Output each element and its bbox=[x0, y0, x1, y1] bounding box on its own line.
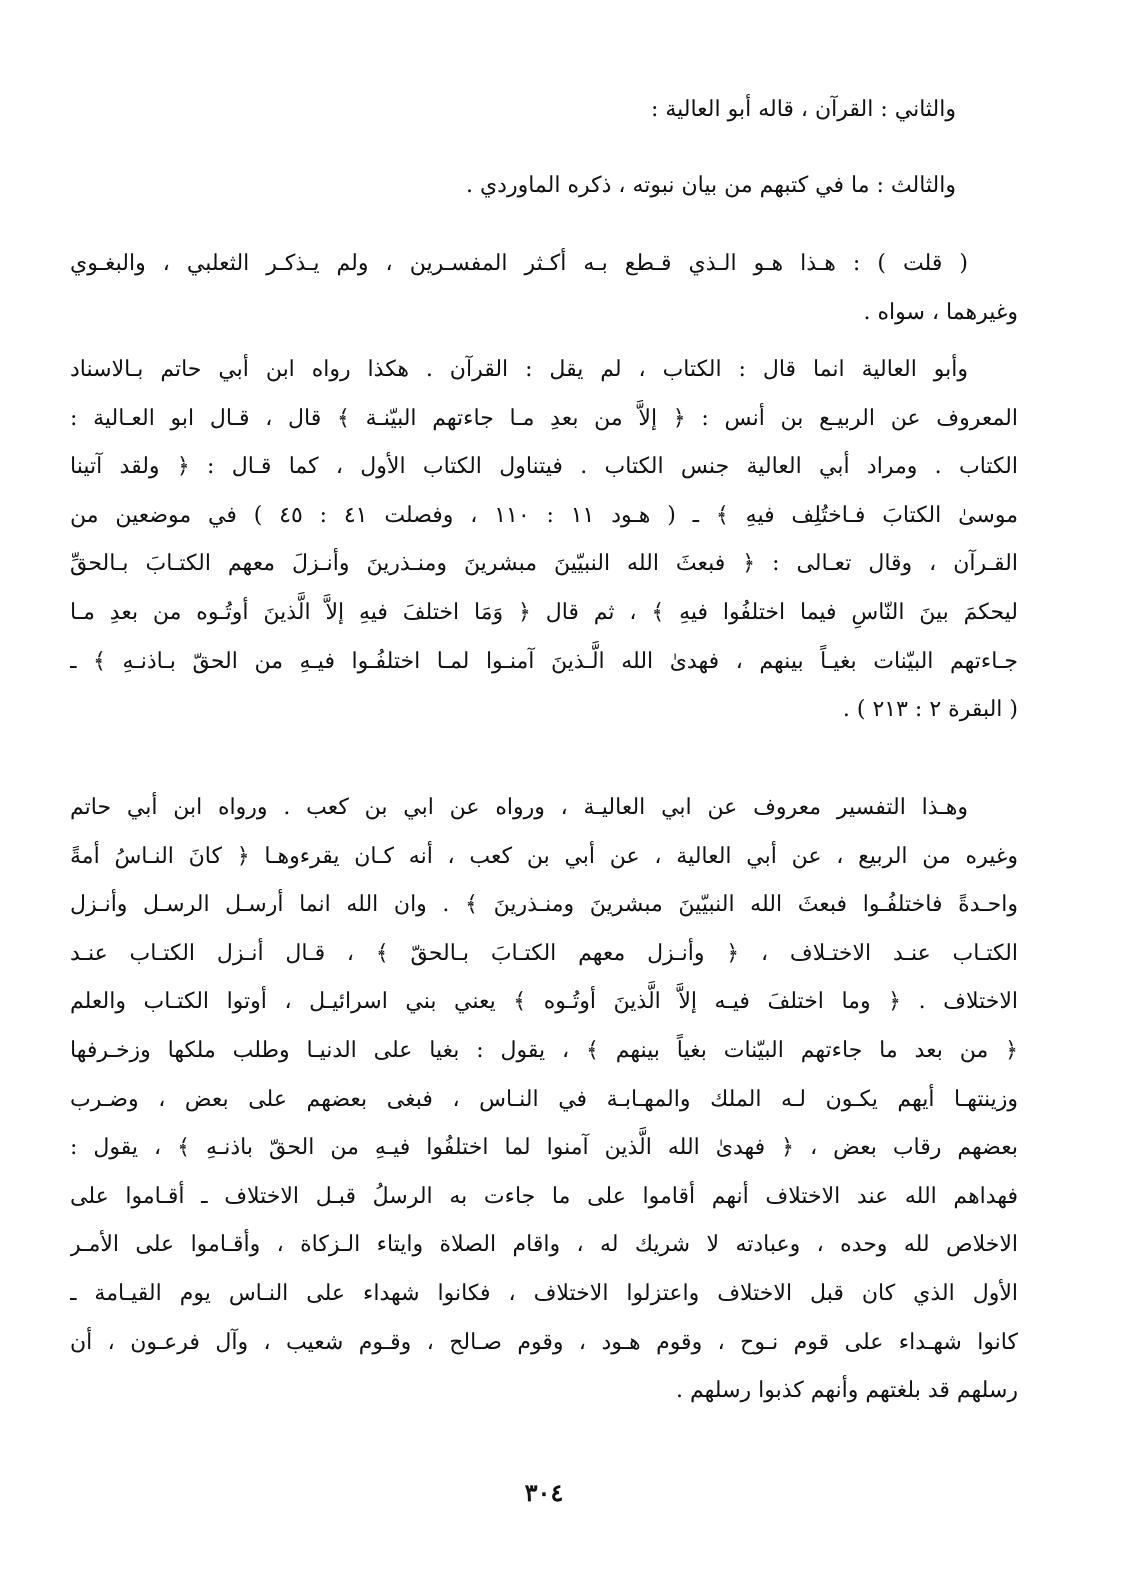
text-line: ليحكمَ بينَ النّاسِ فيما اختلفُوا فيهِ ﴾ ، ثم قال ﴿ وَمَا اختلفَ فيهِ إلاَّ الَّذينَ أوتُـوه من بعدِ مـا bbox=[70, 599, 1018, 625]
text-line: الكتـاب عنـد الاختـلاف ، ﴿ وأنـزل معهم الكتـابَ بـالحقّ ﴾ ، قـال أنـزل الكتـاب عنـد bbox=[70, 940, 1018, 966]
text-line: بعضهم رقاب بعض ، ﴿ فهدىٰ الله الَّذين آمنوا لما اختلفُوا فيـهِ من الحقّ باذنـهِ ﴾ ، يقول : bbox=[70, 1135, 1018, 1161]
text-line: وغيرهما ، سواه . bbox=[863, 299, 1018, 325]
text-line: الاختلاف . ﴿ وما اختلفَ فيـه إلاَّ الَّذينَ أوتُـوه ﴾ يعني بني اسرائيـل ، أوتوا الكتـاب والعلم bbox=[70, 989, 1018, 1015]
page-number: ٣٠٤ bbox=[524, 1478, 564, 1507]
text-line: وأبو العالية انما قال : الكتاب ، لم يقل : القرآن . هكذا رواه ابن أبي حاتم بـالاسناد bbox=[70, 357, 969, 382]
paragraph-third-opinion bbox=[70, 162, 956, 211]
text-line: ( قلت ) : هـذا هـو الـذي قـطع بـه أكـثر المفسـرين ، ولم يـذكـر الثعلبي ، والبغـوي bbox=[70, 251, 968, 276]
text-line: والثاني : القرآن ، قاله أبو العالية : bbox=[650, 97, 956, 122]
text-line: رسلهم قد بلغتهم وأنهم كذبوا رسلهم . bbox=[676, 1378, 1018, 1404]
text-line: وزينتهـا أيهم يكـون لـه الملك والمهـابـة في النـاس ، فبغى بعضهم على بعض ، وضـرب bbox=[70, 1086, 1018, 1112]
text-line: الأول الذي كان قبل الاختلاف واعتزلوا الاختلاف ، فكانوا شهداء على النـاس يوم القيـامة ـ bbox=[70, 1280, 1018, 1306]
paragraph-author-note bbox=[70, 240, 1018, 337]
text-line: والثالث : ما في كتبهم من بيان نبوته ، ذكره الماوردي . bbox=[465, 173, 956, 198]
text-line: جـاءتهم البيّنات بغيـاً بينهم ، فهدىٰ الله الَّـذينَ آمنـوا لمـا اختلفُـوا فيـهِ من الحقّ بـاذنـهِ ﴾ ـ bbox=[70, 648, 1018, 674]
text-line: واحـدةً فاختلفُـوا فبعثَ الله النبيّينَ مبشرينَ ومنـذرينَ ﴾ . وان الله انما أرسـل الرسـل وأنـزل bbox=[70, 892, 1018, 918]
paragraph-tafsir bbox=[70, 784, 1018, 1416]
paragraph-second-opinion bbox=[70, 86, 956, 135]
text-line: القـرآن ، وقال تعـالى : ﴿ فبعثَ الله النبيّينَ مبشرينَ ومنـذرينَ وأنـزلَ معهم الكتـابَ بـالحقِّ bbox=[70, 551, 1018, 577]
text-line: ( البقرة ٢ : ٢١٣ ) . bbox=[842, 697, 1018, 723]
text-line: المعروف عن الربيـع بن أنس : ﴿ إلاَّ من بعدِ مـا جاءتهم البيّنـة ﴾ قال ، قـال ابو العـالية : bbox=[70, 405, 1018, 431]
paragraph-abu-aliya bbox=[70, 346, 1018, 735]
text-line: فهداهم الله عند الاختلاف أنهم أقاموا على ما جاءت به الرسلُ قبـل الاختلاف ـ أقـاموا على bbox=[70, 1183, 1018, 1209]
text-line: كانوا شهـداء على قوم نـوح ، وقوم هـود ، وقوم صـالح ، وقـوم شعيب ، وآل فرعـون ، أن bbox=[70, 1329, 1018, 1355]
text-line: وهـذا التفسير معروف عن ابي العاليـة ، ورواه عن ابي بن كعب . ورواه ابن أبي حاتم bbox=[70, 795, 968, 820]
text-line: الكتاب . ومراد أبي العالية جنس الكتاب . فيتناول الكتاب الأول ، كما قـال : ﴿ ولقد آتينا bbox=[70, 454, 1018, 480]
text-line: الاخلاص لله وحده ، وعبادته لا شريك له ، واقام الصلاة وايتاء الـزكاة ، وأقـاموا على الأمـر bbox=[70, 1232, 1018, 1258]
text-line: موسىٰ الكتابَ فـاختُلِف فيهِ ﴾ ـ ( هـود ١١ : ١١٠ ، وفصلت ٤١ : ٤٥ ) في موضعين من bbox=[70, 502, 1018, 528]
text-line: ﴿ من بعد ما جاءتهم البيّنات بغياً بينهم ﴾ ، يقول : بغيا على الدنيـا وطلب ملكها وزخـرفها bbox=[70, 1037, 1018, 1063]
text-line: وغيره من الربيع ، عن أبي العالية ، عن أبي بن كعب ، أنه كـان يقرءوهـا ﴿ كانَ النـاسُ أمةً bbox=[70, 843, 1018, 869]
book-page bbox=[70, 78, 1018, 1518]
